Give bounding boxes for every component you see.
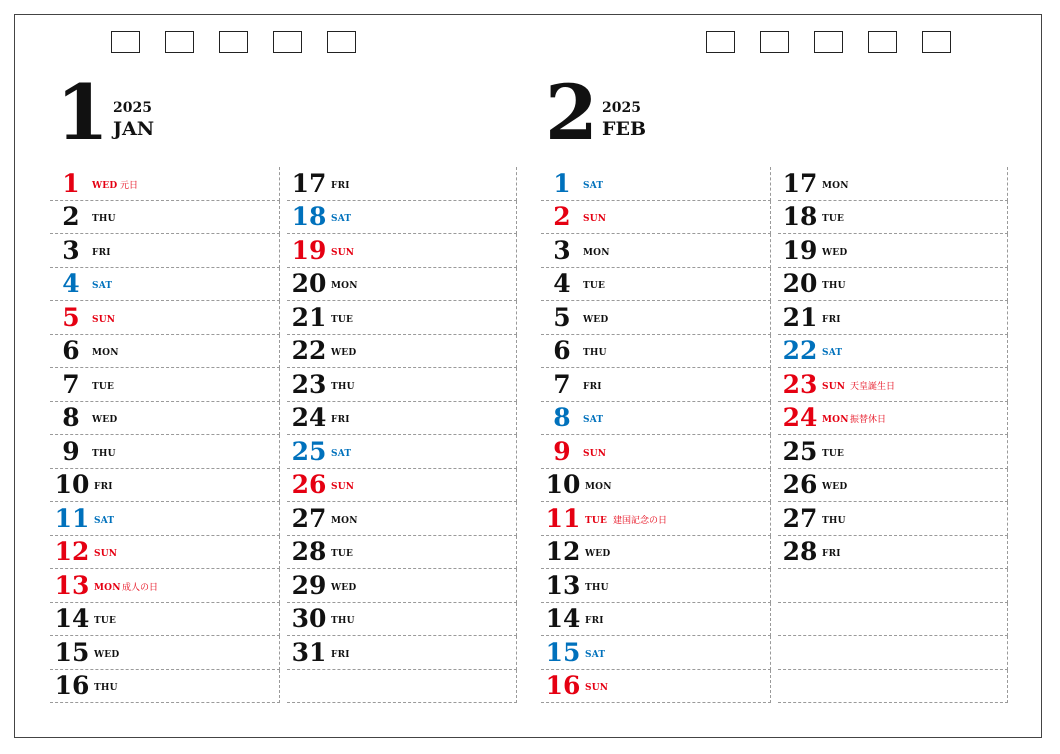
day-of-week: FRI — [822, 549, 841, 559]
day-number: 27 — [291, 503, 327, 533]
day-row[interactable] — [287, 402, 517, 436]
day-number: 2 — [62, 202, 80, 231]
day-of-week: SUN — [583, 214, 607, 224]
day-number: 9 — [553, 436, 571, 466]
day-of-week: WED — [92, 180, 118, 191]
day-of-week: WED — [331, 348, 357, 358]
day-number: 21 — [291, 302, 327, 332]
day-of-week: MON — [822, 415, 849, 425]
day-number: 5 — [553, 302, 571, 332]
day-row[interactable] — [50, 268, 280, 302]
day-row[interactable] — [50, 335, 280, 369]
day-of-week: THU — [92, 214, 116, 224]
day-number: 12 — [54, 537, 90, 566]
day-row[interactable] — [541, 569, 771, 603]
day-row[interactable] — [778, 368, 1008, 402]
day-of-week: TUE — [92, 381, 115, 392]
day-row[interactable] — [50, 402, 280, 436]
day-of-week: WED — [583, 314, 609, 325]
day-row[interactable] — [50, 234, 280, 268]
day-row[interactable] — [287, 670, 517, 704]
day-of-week: SAT — [822, 348, 843, 358]
day-of-week: THU — [822, 515, 846, 526]
day-number: 6 — [553, 336, 571, 365]
day-number: 7 — [553, 369, 571, 399]
day-of-week: TUE — [583, 281, 606, 291]
day-of-week: FRI — [822, 314, 841, 325]
day-number: 22 — [291, 336, 327, 365]
day-number: 16 — [54, 671, 90, 700]
day-row[interactable] — [778, 335, 1008, 369]
day-number: 24 — [291, 403, 327, 432]
day-row[interactable] — [287, 569, 517, 603]
day-row[interactable] — [287, 469, 517, 503]
day-number: 23 — [782, 369, 818, 399]
day-row[interactable] — [778, 603, 1008, 637]
day-of-week: SUN — [583, 448, 607, 459]
day-number: 13 — [54, 570, 90, 600]
day-row[interactable] — [50, 636, 280, 670]
holiday-label: 天皇誕生日 — [850, 381, 896, 392]
day-row[interactable] — [541, 201, 771, 235]
day-number: 4 — [62, 269, 80, 298]
day-row[interactable] — [50, 603, 280, 637]
day-row[interactable] — [287, 201, 517, 235]
day-of-week: TUE — [331, 314, 354, 325]
day-row[interactable] — [287, 234, 517, 268]
day-number: 21 — [782, 302, 818, 332]
month-name: FEB — [602, 118, 647, 140]
day-number: 30 — [291, 604, 327, 633]
day-of-week: TUE — [331, 549, 354, 559]
day-of-week: WED — [94, 649, 120, 660]
day-of-week: SAT — [583, 415, 604, 425]
day-row[interactable] — [778, 469, 1008, 503]
day-of-week: MON — [585, 482, 612, 492]
day-row[interactable] — [541, 167, 771, 201]
month-number: 2 — [545, 68, 596, 157]
day-row[interactable] — [778, 536, 1008, 570]
day-of-week: MON — [331, 281, 358, 291]
day-number: 27 — [782, 503, 818, 533]
day-number: 29 — [291, 570, 327, 600]
day-row[interactable] — [778, 268, 1008, 302]
day-of-week: FRI — [92, 247, 111, 258]
checkbox-6[interactable] — [706, 31, 735, 53]
day-number: 16 — [545, 671, 581, 700]
day-row[interactable] — [50, 469, 280, 503]
day-row[interactable] — [287, 502, 517, 536]
day-row[interactable] — [778, 569, 1008, 603]
day-number: 13 — [545, 570, 581, 600]
day-number: 17 — [291, 168, 327, 198]
day-of-week: WED — [92, 415, 118, 425]
day-row[interactable] — [541, 536, 771, 570]
checkbox-8[interactable] — [814, 31, 843, 53]
day-number: 19 — [291, 235, 327, 265]
day-row[interactable] — [287, 636, 517, 670]
day-row[interactable] — [778, 301, 1008, 335]
day-of-week: SAT — [94, 515, 115, 526]
day-row[interactable] — [50, 301, 280, 335]
day-of-week: SAT — [585, 649, 606, 660]
day-of-week: THU — [331, 381, 355, 392]
day-row[interactable] — [287, 368, 517, 402]
day-row[interactable] — [50, 201, 280, 235]
day-number: 6 — [62, 336, 80, 365]
feb-column-2 — [778, 167, 1008, 703]
day-row[interactable] — [778, 636, 1008, 670]
jan-column-1 — [50, 167, 280, 703]
day-of-week: THU — [583, 348, 607, 358]
day-number: 8 — [553, 403, 571, 432]
day-row[interactable] — [287, 301, 517, 335]
checkbox-7[interactable] — [760, 31, 789, 53]
day-number: 10 — [54, 470, 90, 499]
day-row[interactable] — [541, 469, 771, 503]
checkbox-9[interactable] — [868, 31, 897, 53]
day-of-week: SUN — [585, 683, 609, 693]
day-of-week: SAT — [92, 281, 113, 291]
day-number: 24 — [782, 403, 818, 432]
checkbox-10[interactable] — [922, 31, 951, 53]
day-of-week: MON — [583, 247, 610, 258]
day-row[interactable] — [778, 234, 1008, 268]
day-number: 15 — [545, 637, 581, 667]
day-of-week: FRI — [585, 616, 604, 626]
day-row[interactable] — [50, 536, 280, 570]
day-number: 19 — [782, 235, 818, 265]
day-number: 17 — [782, 168, 818, 198]
day-of-week: FRI — [331, 415, 350, 425]
day-number: 15 — [54, 637, 90, 667]
day-row[interactable] — [541, 670, 771, 704]
day-row[interactable] — [778, 201, 1008, 235]
day-number: 5 — [62, 302, 80, 332]
day-number: 7 — [62, 369, 80, 399]
day-number: 11 — [545, 503, 581, 533]
day-number: 8 — [62, 403, 80, 432]
day-of-week: MON — [92, 348, 119, 358]
day-row[interactable] — [50, 167, 280, 201]
day-of-week: SAT — [331, 214, 352, 224]
day-number: 20 — [782, 269, 818, 298]
day-of-week: WED — [585, 549, 611, 559]
day-number: 1 — [553, 168, 571, 198]
day-row[interactable] — [541, 335, 771, 369]
day-of-week: THU — [585, 582, 609, 593]
day-row[interactable] — [541, 402, 771, 436]
day-number: 9 — [62, 436, 80, 466]
day-row[interactable] — [50, 502, 280, 536]
day-number: 11 — [54, 503, 90, 533]
day-row[interactable] — [778, 435, 1008, 469]
day-row[interactable] — [50, 670, 280, 704]
day-number: 18 — [291, 202, 327, 231]
feb-column-1 — [541, 167, 771, 703]
day-of-week: SUN — [92, 314, 116, 325]
day-number: 26 — [291, 470, 327, 499]
holiday-label: 振替休日 — [850, 415, 887, 425]
day-of-week: WED — [822, 247, 848, 258]
jan-column-2 — [287, 167, 517, 703]
day-of-week: TUE — [822, 448, 845, 459]
month-name: JAN — [113, 118, 155, 140]
day-row[interactable] — [287, 603, 517, 637]
day-number: 1 — [62, 168, 80, 198]
day-number: 12 — [545, 537, 581, 566]
day-of-week: SUN — [94, 549, 118, 559]
day-number: 26 — [782, 470, 818, 499]
day-row[interactable] — [541, 636, 771, 670]
day-of-week: SAT — [583, 180, 604, 191]
day-number: 14 — [54, 604, 90, 633]
day-row[interactable] — [541, 234, 771, 268]
day-of-week: WED — [331, 582, 357, 593]
day-row[interactable] — [541, 268, 771, 302]
day-of-week: THU — [94, 683, 118, 693]
day-of-week: SUN — [331, 247, 355, 258]
day-number: 31 — [291, 637, 327, 667]
day-row[interactable] — [287, 268, 517, 302]
holiday-label: 成人の日 — [122, 582, 159, 593]
day-of-week: TUE — [94, 616, 117, 626]
day-number: 14 — [545, 604, 581, 633]
month-year: 2025 — [602, 100, 641, 116]
day-row[interactable] — [541, 301, 771, 335]
day-row[interactable] — [541, 603, 771, 637]
day-number: 3 — [553, 235, 571, 265]
day-of-week: MON — [822, 180, 849, 191]
day-number: 22 — [782, 336, 818, 365]
month-year: 2025 — [113, 100, 152, 116]
day-of-week: SUN — [331, 482, 355, 492]
day-row[interactable] — [778, 402, 1008, 436]
day-number: 20 — [291, 269, 327, 298]
checkbox-4[interactable] — [273, 31, 302, 53]
day-row[interactable] — [778, 670, 1008, 704]
day-number: 10 — [545, 470, 581, 499]
holiday-label: 建国記念の日 — [613, 515, 668, 526]
day-row[interactable] — [287, 435, 517, 469]
day-number: 18 — [782, 202, 818, 231]
checkbox-1[interactable] — [111, 31, 140, 53]
day-of-week: SAT — [331, 448, 352, 459]
day-row[interactable] — [541, 368, 771, 402]
day-row[interactable] — [541, 502, 771, 536]
day-of-week: FRI — [94, 482, 113, 492]
day-number: 23 — [291, 369, 327, 399]
day-of-week: FRI — [331, 649, 350, 660]
month-number: 1 — [56, 68, 107, 157]
day-of-week: WED — [822, 482, 848, 492]
day-row[interactable] — [778, 502, 1008, 536]
day-of-week: TUE — [822, 214, 845, 224]
day-number: 3 — [62, 235, 80, 265]
day-row[interactable] — [50, 368, 280, 402]
day-of-week: SUN — [822, 381, 846, 392]
day-number: 2 — [553, 202, 571, 231]
checkbox-5[interactable] — [327, 31, 356, 53]
day-row[interactable] — [50, 569, 280, 603]
day-number: 25 — [782, 436, 818, 466]
day-of-week: THU — [331, 616, 355, 626]
checkbox-2[interactable] — [165, 31, 194, 53]
day-of-week: THU — [92, 448, 116, 459]
day-row[interactable] — [287, 536, 517, 570]
day-row[interactable] — [778, 167, 1008, 201]
checkbox-3[interactable] — [219, 31, 248, 53]
holiday-label: 元日 — [120, 180, 139, 191]
day-number: 28 — [291, 537, 327, 566]
day-of-week: FRI — [331, 180, 350, 191]
day-number: 4 — [553, 269, 571, 298]
day-number: 28 — [782, 537, 818, 566]
day-row[interactable] — [50, 435, 280, 469]
day-row[interactable] — [541, 435, 771, 469]
day-of-week: TUE — [585, 515, 608, 526]
day-row[interactable] — [287, 167, 517, 201]
day-row[interactable] — [287, 335, 517, 369]
day-of-week: MON — [94, 582, 121, 593]
day-of-week: FRI — [583, 381, 602, 392]
day-of-week: MON — [331, 515, 358, 526]
day-of-week: THU — [822, 281, 846, 291]
day-number: 25 — [291, 436, 327, 466]
